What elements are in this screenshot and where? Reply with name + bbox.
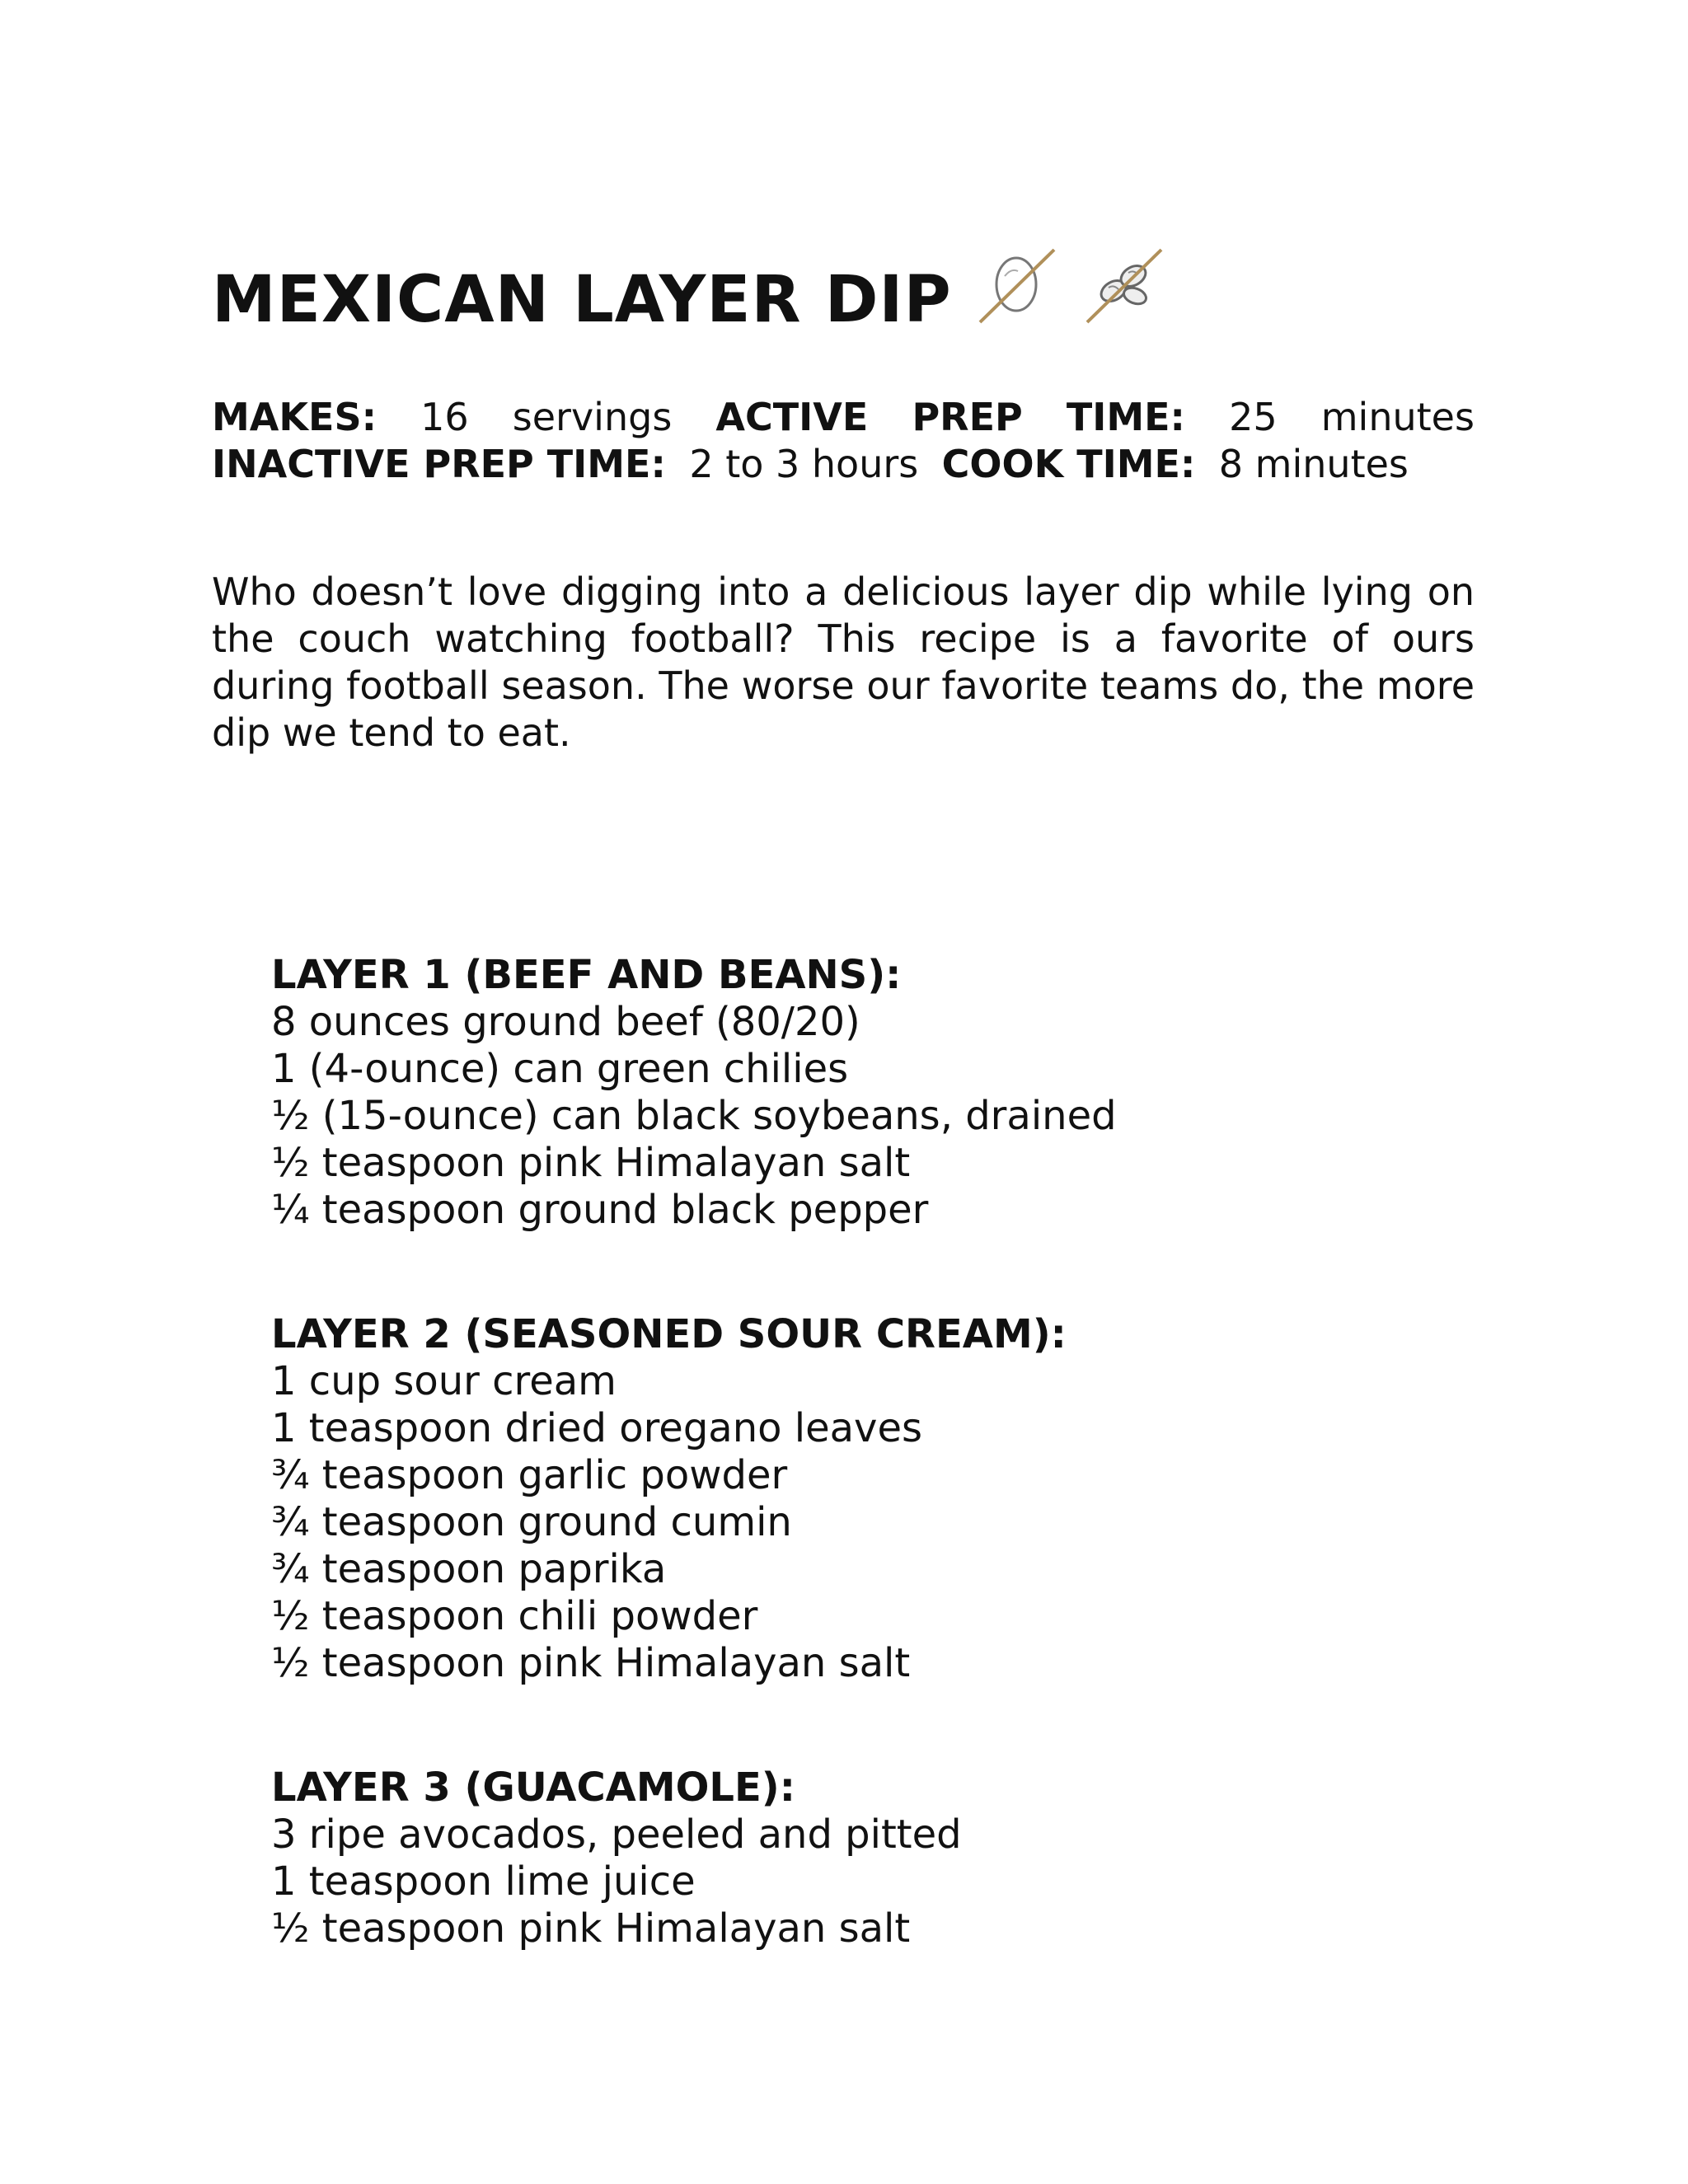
meta-line-2 xyxy=(212,441,1475,488)
ingredient-item: 1 cup sour cream xyxy=(271,1358,617,1404)
ingredient-item: 3 ripe avocados, peeled and pitted xyxy=(271,1811,962,1858)
ingredient-item: 8 ounces ground beef (80/20) xyxy=(271,999,860,1045)
layer-title: LAYER 3 (GUACAMOLE): xyxy=(271,1765,795,1811)
recipe-meta xyxy=(212,394,1475,488)
layer-3 xyxy=(271,1765,962,1952)
ingredient-item: ½ teaspoon pink Himalayan salt xyxy=(271,1140,911,1186)
makes-value-num: 16 xyxy=(420,395,469,439)
ingredient-item: ¼ teaspoon ground black pepper xyxy=(271,1187,929,1233)
inactive-value: 2 to 3 hours xyxy=(689,442,919,486)
active-label-1: ACTIVE xyxy=(715,395,869,439)
layer-title: LAYER 1 (BEEF AND BEANS): xyxy=(271,952,902,998)
intro-paragraph: Who doesn’t love digging into a delicious layer dip while lying on the couch watching football? This recipe is a favorite of ours during football season. The worse our favorite teams do, the more dip we tend to eat. xyxy=(212,569,1475,755)
makes-value-unit: servings xyxy=(512,395,673,439)
meta-line-1 xyxy=(212,394,1475,441)
layer-title: LAYER 2 (SEASONED SOUR CREAM): xyxy=(271,1311,1067,1357)
ingredient-item: ¾ teaspoon ground cumin xyxy=(271,1499,792,1545)
ingredient-item: ¾ teaspoon garlic powder xyxy=(271,1452,788,1498)
recipe-title: MEXICAN LAYER DIP xyxy=(212,263,952,337)
inactive-label: INACTIVE PREP TIME: xyxy=(212,442,666,486)
ingredient-item: ¾ teaspoon paprika xyxy=(271,1546,667,1592)
ingredient-item: 1 teaspoon dried oregano leaves xyxy=(271,1405,922,1451)
ingredient-item: ½ (15-ounce) can black soybeans, drained xyxy=(271,1093,1117,1139)
layer-2 xyxy=(271,1311,1067,1687)
active-value-unit: minutes xyxy=(1320,395,1475,439)
ingredient-item: 1 (4-ounce) can green chilies xyxy=(271,1046,849,1092)
ingredient-item: ½ teaspoon pink Himalayan salt xyxy=(271,1905,911,1952)
ingredient-item: ½ teaspoon pink Himalayan salt xyxy=(271,1640,911,1686)
no-nut-icon xyxy=(1081,243,1166,332)
makes-label: MAKES: xyxy=(212,395,377,439)
title-row xyxy=(212,243,1166,337)
active-label-2: PREP xyxy=(912,395,1023,439)
active-label-3: TIME: xyxy=(1066,395,1185,439)
cook-label: COOK TIME: xyxy=(941,442,1196,486)
cook-value: 8 minutes xyxy=(1218,442,1409,486)
layer-1 xyxy=(271,952,1117,1234)
no-egg-icon xyxy=(973,243,1059,332)
active-value-num: 25 xyxy=(1229,395,1278,439)
ingredient-item: ½ teaspoon chili powder xyxy=(271,1593,758,1639)
ingredient-item: 1 teaspoon lime juice xyxy=(271,1858,696,1905)
